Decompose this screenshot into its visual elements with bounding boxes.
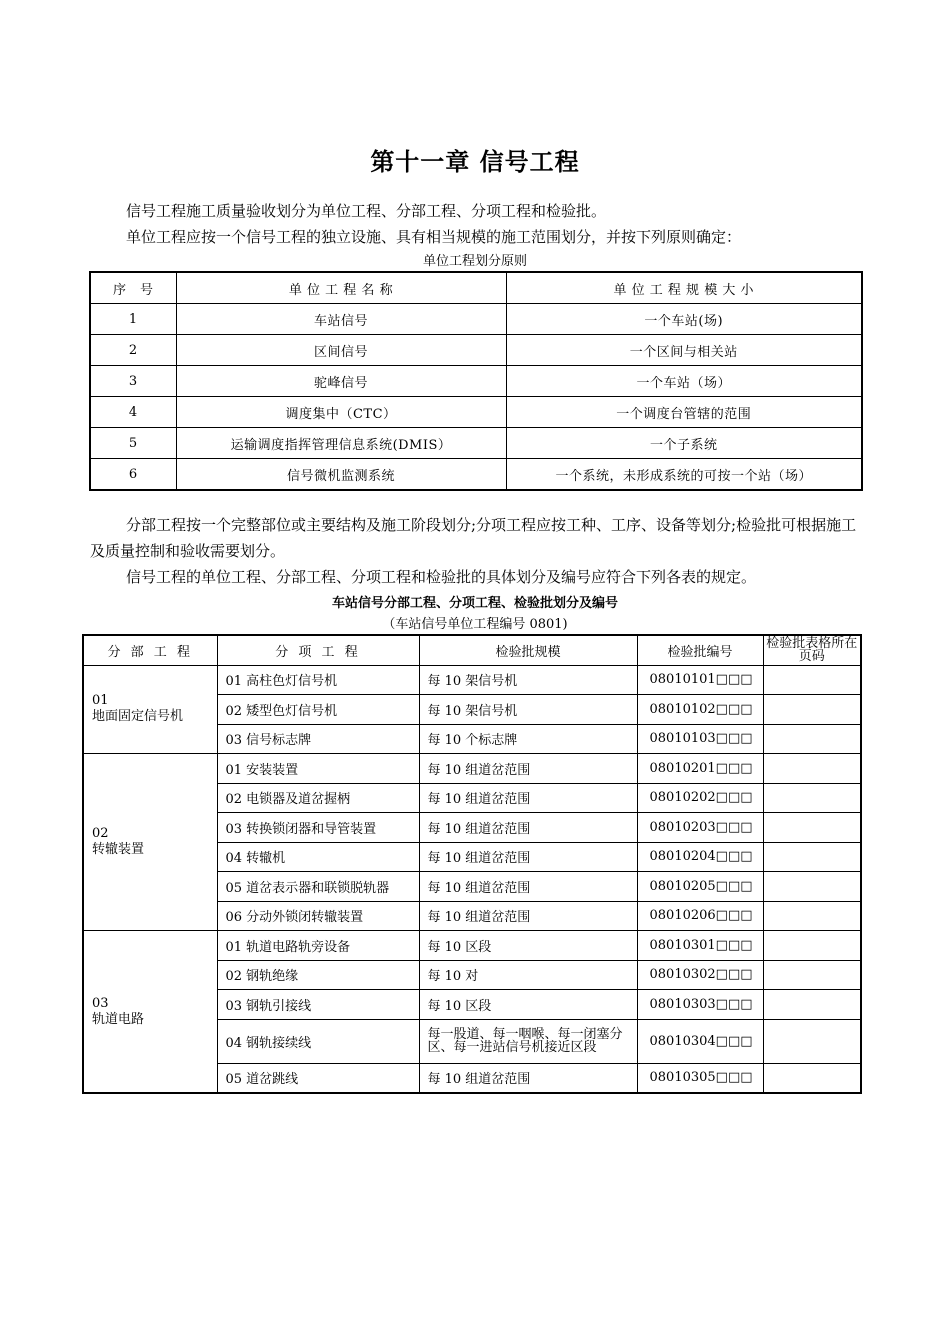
batch-code-cell: 08010206□□□ — [637, 901, 763, 931]
batch-scale-cell: 每 10 组道岔范围 — [419, 754, 637, 784]
batch-code-cell: 08010102□□□ — [637, 695, 763, 725]
division-name: 转辙装置 — [92, 842, 145, 857]
batch-code-cell: 08010201□□□ — [637, 754, 763, 784]
sub-item-cell: 02 矮型色灯信号机 — [217, 695, 419, 725]
sub-item-cell: 06 分动外锁闭转辙装置 — [217, 901, 419, 931]
table-row — [90, 459, 862, 491]
sub-item-cell: 01 安装装置 — [217, 754, 419, 784]
intro-paragraph-1: 信号工程施工质量验收划分为单位工程、分部工程、分项工程和检验批。 — [126, 202, 607, 220]
intro-paragraph-2: 单位工程应按一个信号工程的独立设施、具有相当规模的施工范围划分，并按下列原则确定： — [126, 228, 742, 246]
page-number-cell — [763, 990, 861, 1020]
table-header-row — [90, 272, 862, 304]
unit-name-cell: 区间信号 — [176, 335, 506, 366]
header-sub-item: 分 项 工 程 — [217, 635, 419, 665]
division-name: 轨道电路 — [92, 1011, 145, 1027]
batch-code-cell: 08010305□□□ — [637, 1063, 763, 1093]
table2-subcaption: （车站信号单位工程编号 0801) — [382, 617, 568, 632]
batch-scale-cell: 每 10 对 — [419, 960, 637, 990]
table-row — [83, 931, 861, 961]
division-code: 01 — [92, 693, 109, 709]
header-page-number: 检验批表格所在页码 — [763, 635, 861, 665]
page-number-cell — [763, 754, 861, 784]
sub-item-cell: 03 信号标志牌 — [217, 724, 419, 754]
sub-item-cell: 02 钢轨绝缘 — [217, 960, 419, 990]
batch-scale-cell: 每一股道、每一咽喉、每一闭塞分区、每一进站信号机接近区段 — [419, 1019, 637, 1063]
middle-paragraph-2: 信号工程的单位工程、分部工程、分项工程和检验批的具体划分及编号应符合下列各表的规定。 — [126, 568, 757, 586]
unit-scale-cell: 一个车站（场） — [506, 366, 862, 397]
batch-scale-cell: 每 10 区段 — [419, 931, 637, 961]
header-unit-name: 单 位 工 程 名 称 — [176, 272, 506, 304]
table-row — [90, 335, 862, 366]
page-number-cell — [763, 1019, 861, 1063]
division-cell — [83, 754, 217, 931]
table2-caption: 车站信号分部工程、分项工程、检验批划分及编号 — [331, 596, 618, 611]
seq-cell: 4 — [90, 397, 176, 428]
page-number-cell — [763, 724, 861, 754]
batch-scale-cell: 每 10 组道岔范围 — [419, 813, 637, 843]
unit-scale-cell: 一个系统，未形成系统的可按一个站（场） — [506, 459, 862, 491]
batch-scale-cell: 每 10 个标志牌 — [419, 724, 637, 754]
sub-item-cell: 04 转辙机 — [217, 842, 419, 872]
page-number-cell — [763, 813, 861, 843]
table-row — [90, 366, 862, 397]
table-row — [90, 304, 862, 335]
chapter-title: 第十一章 信号工程 — [370, 148, 580, 176]
batch-scale-cell: 每 10 组道岔范围 — [419, 901, 637, 931]
unit-name-cell: 运输调度指挥管理信息系统(DMIS） — [176, 428, 506, 459]
unit-scale-cell: 一个调度台管辖的范围 — [506, 397, 862, 428]
batch-code-cell: 08010304□□□ — [637, 1019, 763, 1063]
unit-scale-cell: 一个子系统 — [506, 428, 862, 459]
page-number-cell — [763, 1063, 861, 1093]
header-batch-scale: 检验批规模 — [419, 635, 637, 665]
sub-item-cell: 01 轨道电路轨旁设备 — [217, 931, 419, 961]
page-number-cell — [763, 783, 861, 813]
batch-code-cell: 08010101□□□ — [637, 665, 763, 695]
batch-scale-cell: 每 10 组道岔范围 — [419, 842, 637, 872]
sub-item-cell: 05 道岔表示器和联锁脱轨器 — [217, 872, 419, 902]
seq-cell: 6 — [90, 459, 176, 491]
batch-scale-cell: 每 10 组道岔范围 — [419, 1063, 637, 1093]
batch-code-cell: 08010302□□□ — [637, 960, 763, 990]
seq-cell: 3 — [90, 366, 176, 397]
header-unit-scale: 单 位 工 程 规 模 大 小 — [506, 272, 862, 304]
seq-cell: 1 — [90, 304, 176, 335]
sub-item-cell: 04 钢轨接续线 — [217, 1019, 419, 1063]
page-number-cell — [763, 872, 861, 902]
division-cell — [83, 665, 217, 754]
table-header-row — [83, 635, 861, 665]
batch-code-cell: 08010202□□□ — [637, 783, 763, 813]
unit-scale-cell: 一个车站(场) — [506, 304, 862, 335]
table-row — [90, 428, 862, 459]
sub-item-cell: 05 道岔跳线 — [217, 1063, 419, 1093]
table-row — [83, 754, 861, 784]
division-cell — [83, 931, 217, 1094]
header-seq: 序 号 — [90, 272, 176, 304]
header-division: 分 部 工 程 — [83, 635, 217, 665]
batch-code-cell: 08010103□□□ — [637, 724, 763, 754]
table-row — [90, 397, 862, 428]
station-signal-division-table — [82, 634, 862, 1094]
sub-item-cell: 02 电锁器及道岔握柄 — [217, 783, 419, 813]
header-batch-code: 检验批编号 — [637, 635, 763, 665]
division-code: 02 — [92, 826, 109, 841]
table-row — [83, 665, 861, 695]
table1-caption: 单位工程划分原则 — [422, 254, 527, 269]
sub-item-cell: 01 高柱色灯信号机 — [217, 665, 419, 695]
page-number-cell — [763, 901, 861, 931]
batch-scale-cell: 每 10 架信号机 — [419, 695, 637, 725]
batch-scale-cell: 每 10 组道岔范围 — [419, 872, 637, 902]
batch-scale-cell: 每 10 架信号机 — [419, 665, 637, 695]
batch-code-cell: 08010205□□□ — [637, 872, 763, 902]
unit-name-cell: 调度集中（CTC） — [176, 397, 506, 428]
middle-paragraph-1: 分部工程按一个完整部位或主要结构及施工阶段划分;分项工程应按工种、工序、设备等划分;检验批可根据施工及质量控制和验收需要划分。 — [90, 516, 857, 560]
page-number-cell — [763, 695, 861, 725]
batch-code-cell: 08010203□□□ — [637, 813, 763, 843]
batch-code-cell: 08010204□□□ — [637, 842, 763, 872]
batch-scale-cell: 每 10 区段 — [419, 990, 637, 1020]
unit-name-cell: 信号微机监测系统 — [176, 459, 506, 491]
unit-name-cell: 驼峰信号 — [176, 366, 506, 397]
page-number-cell — [763, 665, 861, 695]
batch-code-cell: 08010303□□□ — [637, 990, 763, 1020]
batch-code-cell: 08010301□□□ — [637, 931, 763, 961]
page-number-cell — [763, 931, 861, 961]
page-number-cell — [763, 960, 861, 990]
unit-scale-cell: 一个区间与相关站 — [506, 335, 862, 366]
division-code: 03 — [92, 995, 109, 1011]
batch-scale-cell: 每 10 组道岔范围 — [419, 783, 637, 813]
unit-name-cell: 车站信号 — [176, 304, 506, 335]
sub-item-cell: 03 钢轨引接线 — [217, 990, 419, 1020]
seq-cell: 5 — [90, 428, 176, 459]
unit-division-table — [89, 271, 863, 491]
division-name: 地面固定信号机 — [92, 709, 184, 725]
sub-item-cell: 03 转换锁闭器和导管装置 — [217, 813, 419, 843]
page-number-cell — [763, 842, 861, 872]
seq-cell: 2 — [90, 335, 176, 366]
